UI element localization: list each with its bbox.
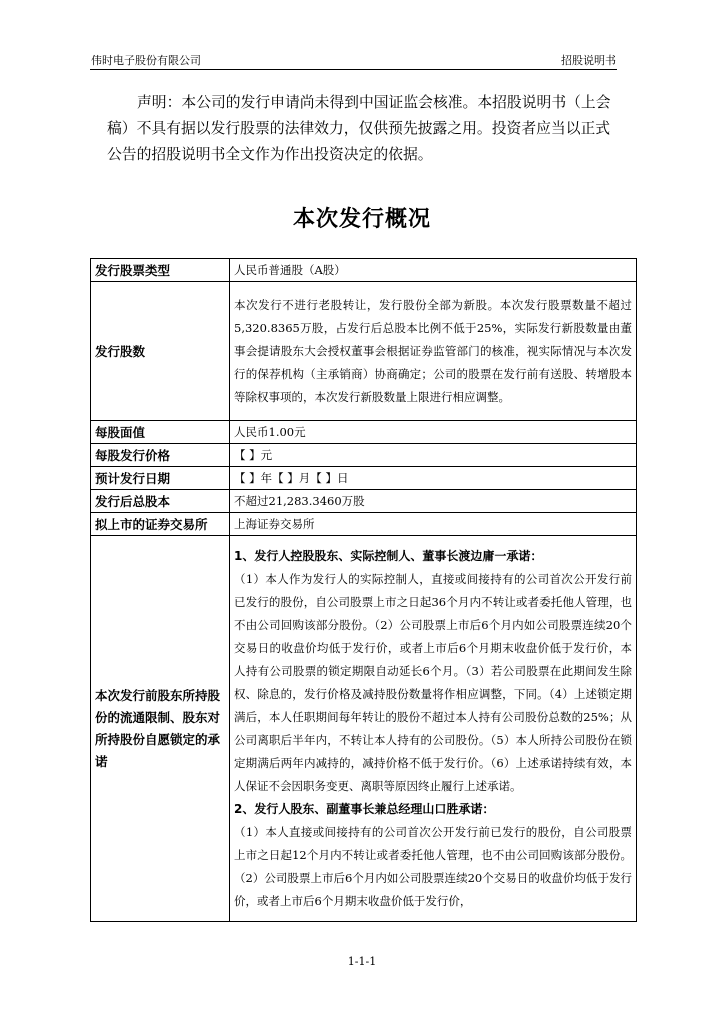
row-value: 【 】年【 】月【 】日 bbox=[230, 467, 637, 490]
header-company-name: 伟时电子股份有限公司 bbox=[91, 54, 201, 67]
row-label: 每股发行价格 bbox=[91, 444, 230, 467]
header-document-type: 招股说明书 bbox=[561, 54, 616, 67]
row-label: 拟上市的证券交易所 bbox=[91, 513, 230, 536]
offering-overview-table bbox=[90, 258, 637, 922]
table-row bbox=[91, 444, 637, 467]
table-row bbox=[91, 421, 637, 444]
row-value: 人民币普通股（A股） bbox=[230, 259, 637, 282]
table-row bbox=[91, 282, 637, 421]
row-label: 发行股数 bbox=[91, 282, 230, 421]
lockup-section-text: （1）本人直接或间接持有的公司首次公开发行前已发行的股份，自公司股票上市之日起12个月内不转让或者委托他人管理，也不由公司回购该部分股份。（2）公司股票上市后6个月内如公司股票连续20个交易日的收盘价均低于发行价，或者上市后6个月期末收盘价低于发行价， bbox=[234, 824, 632, 908]
page-number: 1-1-1 bbox=[347, 955, 377, 968]
page-header bbox=[90, 49, 617, 70]
row-value: 【 】元 bbox=[230, 444, 637, 467]
table-row bbox=[91, 467, 637, 490]
table-row-lockup bbox=[91, 536, 637, 922]
disclaimer-paragraph: 声明：本公司的发行申请尚未得到中国证监会核准。本招股说明书（上会稿）不具有据以发行股票的法律效力，仅供预先披露之用。投资者应当以正式公告的招股说明书全文作为作出投资决定的依据。 bbox=[107, 94, 611, 163]
row-value: 人民币1.00元 bbox=[230, 421, 637, 444]
table-row bbox=[91, 513, 637, 536]
lockup-section-heading: 2、发行人股东、副董事长兼总经理山口胜承诺： bbox=[234, 801, 495, 816]
table-row bbox=[91, 259, 637, 282]
row-label: 发行后总股本 bbox=[91, 490, 230, 513]
row-label: 发行股票类型 bbox=[91, 259, 230, 282]
lockup-value bbox=[230, 536, 637, 922]
table-row bbox=[91, 490, 637, 513]
page-title: 本次发行概况 bbox=[292, 207, 431, 232]
row-value: 不超过21,283.3460万股 bbox=[230, 490, 637, 513]
row-label: 每股面值 bbox=[91, 421, 230, 444]
lockup-section-text: （1）本人作为发行人的实际控制人，直接或间接持有的公司首次公开发行前已发行的股份，自公司股票上市之日起36个月内不转让或者委托他人管理，也不由公司回购该部分股份。（2）公司股票上市后6个月内如公司股票连续20个交易日的收盘价均低于发行价，或者上市后6个月期末收盘价低于发行价，本人持有公司股票的锁定期限自动延长6个月。（3）若公司股票在此期间发生除权、除息的，发行价格及减持股份数量将作相应调整，下同。（4）上述锁定期满后，本人任职期间每年转让的股份不超过本人持有公司股份总数的25%；从公司离职后半年内，不转让本人持有的公司股份。（5）本人所持公司股份在锁定期满后两年内减持的，减持价格不低于发行价。（6）上述承诺持续有效，本人保证不会因职务变更、离职等原因终止履行上述承诺。 bbox=[234, 571, 632, 793]
row-value: 本次发行不进行老股转让，发行股份全部为新股。本次发行股票数量不超过5,320.8365万股，占发行后总股本比例不低于25%，实际发行新股数量由董事会提请股东大会授权董事会根据证券监管部门的核准，视实际情况与本次发行的保荐机构（主承销商）协商确定；公司的股票在发行前有送股、转增股本等除权事项的，本次发行新股数量上限进行相应调整。 bbox=[230, 282, 637, 421]
lockup-label: 本次发行前股东所持股份的流通限制、股东对所持股份自愿锁定的承诺 bbox=[91, 536, 230, 922]
lockup-section-heading: 1、发行人控股股东、实际控制人、董事长渡边庸一承诺： bbox=[234, 548, 543, 563]
row-label: 预计发行日期 bbox=[91, 467, 230, 490]
row-value: 上海证券交易所 bbox=[230, 513, 637, 536]
